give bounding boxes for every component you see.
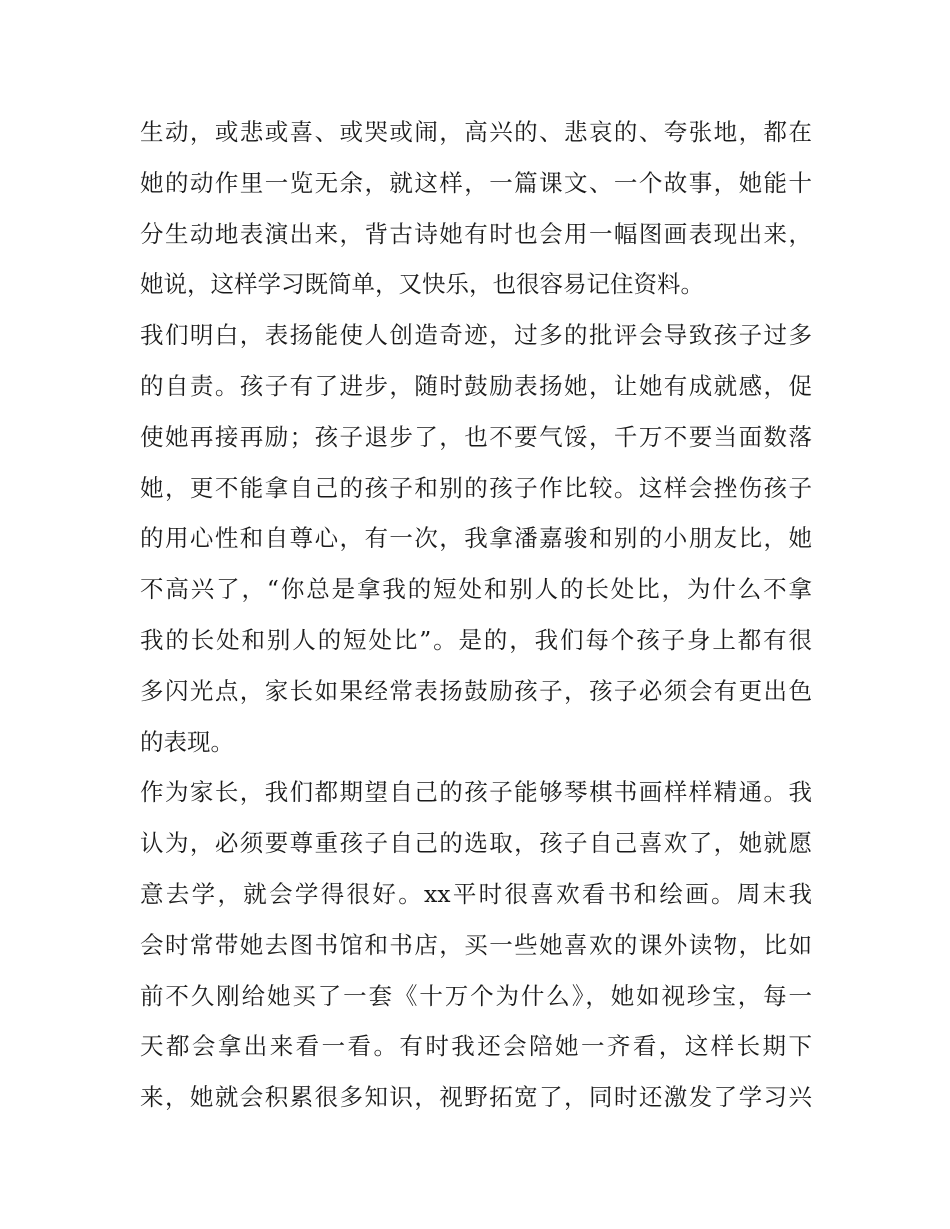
text-line: 意去学，就会学得很好。xx平时很喜欢看书和绘画。周末我 [140,879,812,908]
text-line: 不高兴了，“你总是拿我的短处和别人的长处比，为什么不拿 [140,575,812,604]
text-line: 她说，这样学习既简单，又快乐，也很容易记住资料。 [140,270,704,299]
text-line: 我的长处和别人的短处比”。是的，我们每个孩子身上都有很 [140,625,812,654]
text-line: 生动，或悲或喜、或哭或闹，高兴的、悲哀的、夸张地，都在 [140,118,812,146]
text-line: 认为，必须要尊重孩子自己的选取，孩子自己喜欢了，她就愿 [140,829,812,858]
text-line: 多闪光点，家长如果经常表扬鼓励孩子，孩子必须会有更出色 [140,676,812,705]
text-line: 天都会拿出来看一看。有时我还会陪她一齐看，这样长期下 [140,1032,812,1061]
text-line: 的表现。 [140,727,234,756]
text-line: 她的动作里一览无余，就这样，一篇课文、一个故事，她能十 [140,168,812,197]
text-line: 使她再接再励；孩子退步了，也不要气馁，千万不要当面数落 [140,422,812,451]
paragraph-2 [140,310,812,767]
text-line: 分生动地表演出来，背古诗她有时也会用一幅图画表现出来， [140,219,812,248]
text-line: 她，更不能拿自己的孩子和别的孩子作比较。这样会挫伤孩子 [140,473,812,502]
text-line: 来，她就会积累很多知识，视野拓宽了，同时还激发了学习兴 [140,1083,812,1112]
text-line: 的自责。孩子有了进步，随时鼓励表扬她，让她有成就感，促 [140,371,812,400]
text-line: 会时常带她去图书馆和书店，买一些她喜欢的课外读物，比如 [140,930,812,959]
text-line: 前不久刚给她买了一套《十万个为什么》，她如视珍宝，每一 [140,981,812,1010]
text-line: 作为家长，我们都期望自己的孩子能够琴棋书画样样精通。我 [140,778,812,807]
paragraph-1 [140,107,812,310]
text-line: 的用心性和自尊心，有一次，我拿潘嘉骏和别的小朋友比，她 [140,524,812,553]
body-text [140,107,812,1123]
text-line: 我们明白，表扬能使人创造奇迹，过多的批评会导致孩子过多 [140,321,812,350]
paragraph-3 [140,767,812,1123]
